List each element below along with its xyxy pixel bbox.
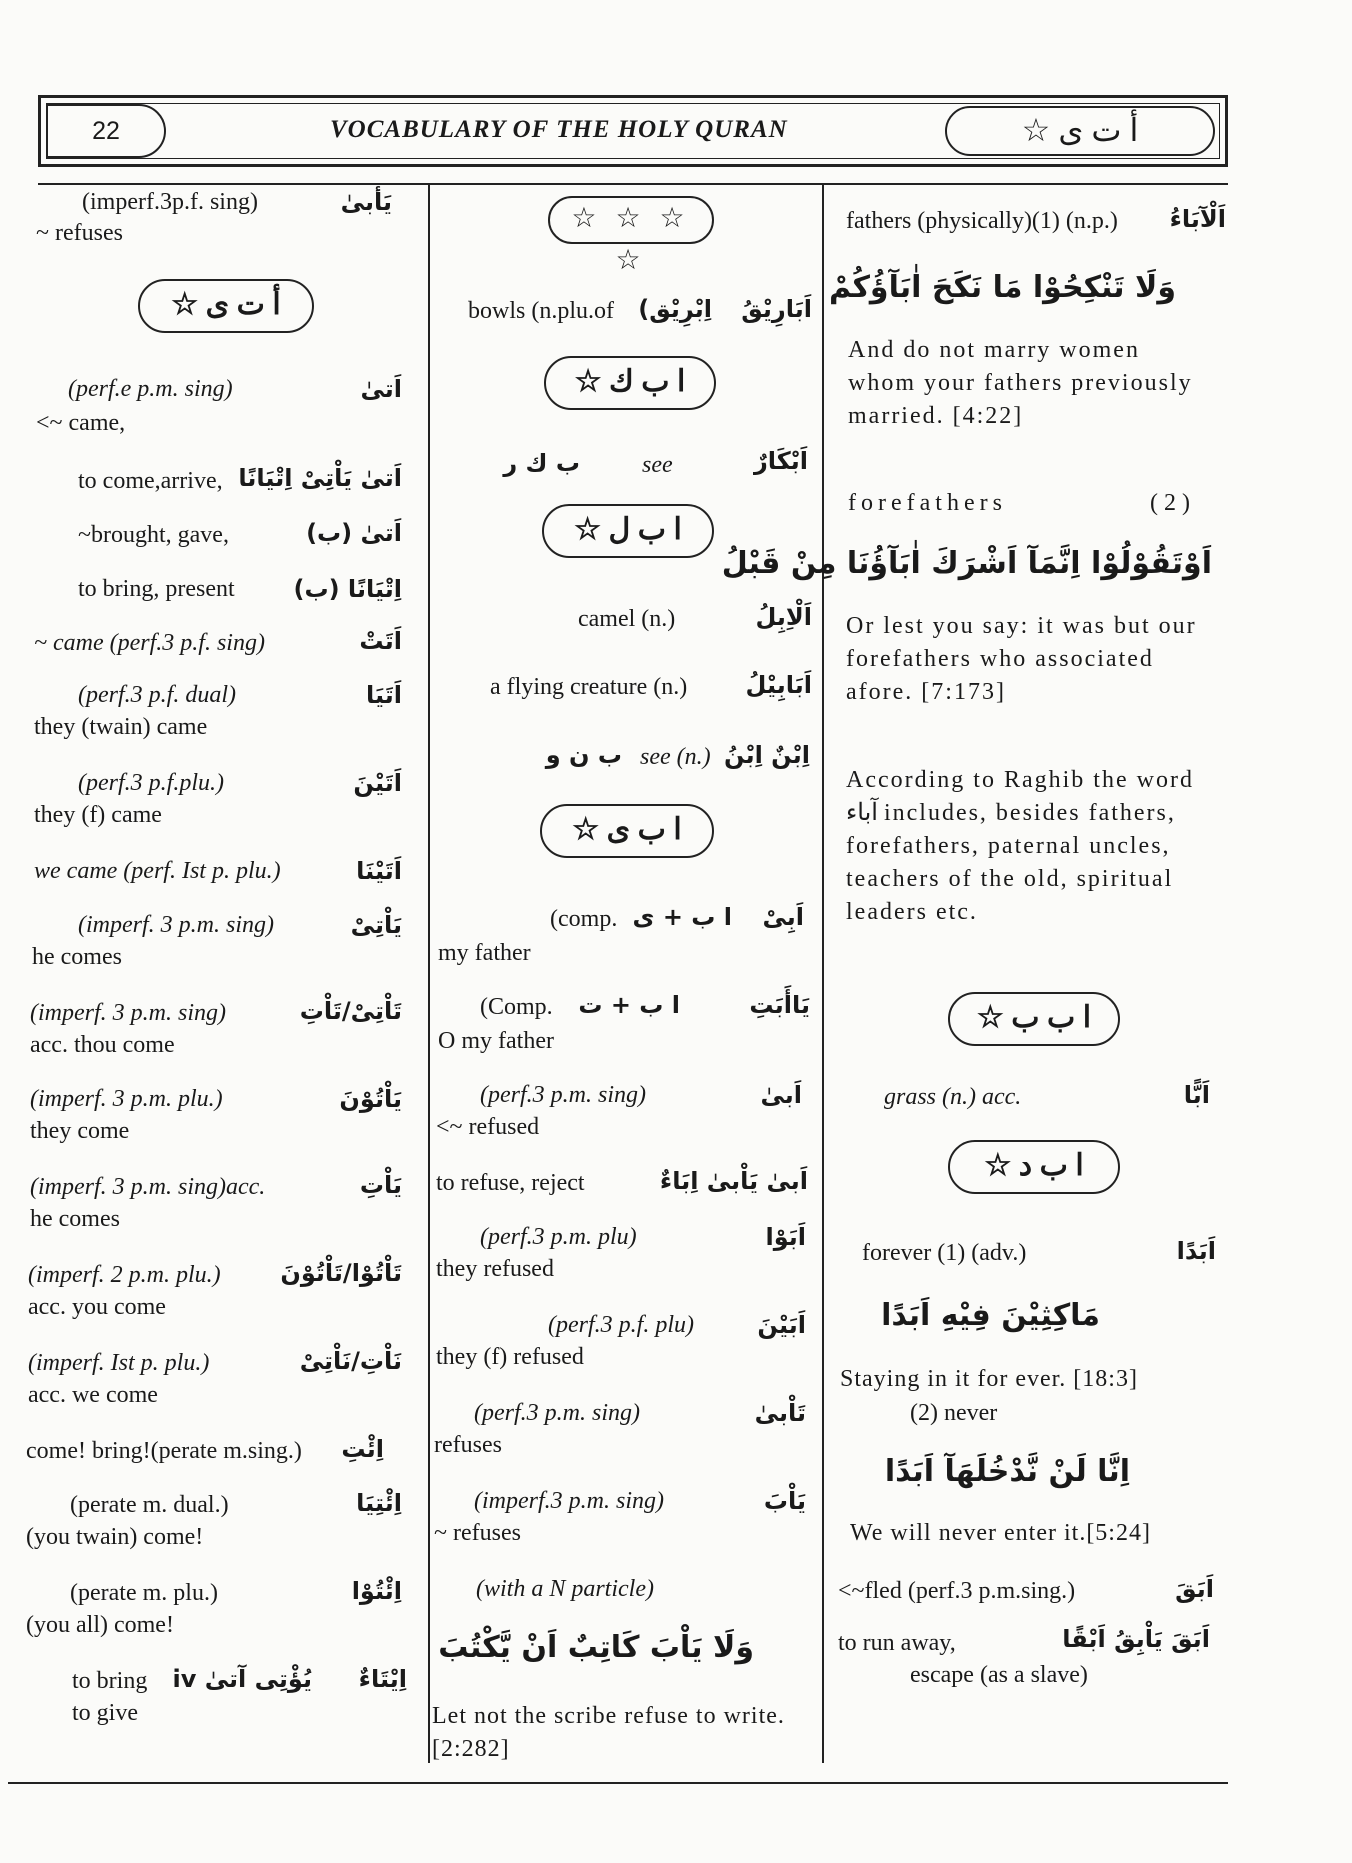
entry-gloss: (perf.3 p.m. sing) [480, 1082, 646, 1108]
entry-gloss: see [642, 452, 673, 478]
quran-verse: اَوْتَقُوْلُوْا اِنَّمَآ اَشْرَكَ اٰبَآؤُنَا مِنْ قَبْلُ [721, 546, 1212, 581]
section-separator-stars: ☆ ☆ ☆ ☆ [548, 196, 714, 244]
verse-translation: And do not marry women whom your fathers previously married. [4:22] [848, 337, 1193, 429]
entry-meaning: they (f) refused [436, 1344, 584, 1370]
entry-meaning: they (twain) came [34, 714, 208, 740]
root-box-abk: ا ب ك ☆ [544, 356, 716, 410]
entry-gloss: a flying creature (n.) [490, 674, 688, 700]
entry-gloss: come! bring!(perate m.sing.) [26, 1438, 302, 1464]
entry-arabic-root: ب ك ر [503, 449, 580, 477]
entry-gloss: (Comp. [480, 994, 553, 1020]
entry-note: (with a N particle) [476, 1576, 654, 1602]
entry-arabic-note: اِبْرِيْق) [638, 295, 712, 323]
entry-meaning: acc. thou come [30, 1032, 175, 1058]
quran-verse: وَلَا يَاْبَ كَاتِبٌ اَنْ يَّكْتُبَ [438, 1630, 754, 1665]
entry-meaning: <~ came, [36, 410, 126, 436]
entry-meaning: acc. you come [28, 1294, 166, 1320]
entry-gloss: to bring, present [78, 576, 235, 602]
entry-arabic: تَاْتِىْ/تَاْتِ [299, 997, 402, 1025]
entry-arabic: اَتىٰ (ب) [306, 519, 402, 547]
entry-gloss: forefathers [848, 490, 1007, 516]
entry-arabic: اِبْنٌ اِبْنُ [723, 741, 810, 769]
entry-gloss: (imperf. 2 p.m. plu.) [28, 1262, 221, 1288]
entry-meaning: <~ refused [436, 1114, 540, 1140]
entry-gloss: to refuse, reject [436, 1170, 585, 1196]
header-bottom-rule [38, 183, 1228, 185]
entry-meaning: he comes [32, 944, 122, 970]
quran-verse: وَلَا تَنْكِحُوْا مَا نَكَحَ اٰبَآؤُكُمْ [828, 270, 1176, 305]
entry-arabic: اَبَوْا [765, 1223, 806, 1251]
entry-arabic: اَبىٰ [760, 1081, 802, 1109]
root-box-abd: ا ب د ☆ [948, 1140, 1120, 1194]
entry-arabic: اِتْيَانًا (ب) [293, 575, 402, 603]
entry-gloss: (perf.3 p.f. dual) [78, 682, 236, 708]
entry-gloss: (perf.3 p.f. plu) [548, 1312, 694, 1338]
entry-gloss: see (n.) [640, 744, 711, 770]
entry-gloss: (imperf. 3 p.m. sing) [78, 912, 274, 938]
column-divider-right [822, 183, 824, 1763]
entry-meaning: they (f) came [34, 802, 162, 828]
entry-arabic-forms: يُؤْتِى آتىٰ iv [172, 1665, 312, 1693]
entry-gloss: forever (1) (adv.) [862, 1240, 1027, 1266]
header-root-label: أ ت ى ☆ [945, 106, 1215, 156]
entry-arabic: يَاْتُوْنَ [339, 1085, 402, 1113]
entry-arabic: تَاْتُوْا/تَاْتُوْنَ [280, 1259, 402, 1287]
entry-arabic: اَتَيَا [365, 681, 402, 709]
column-divider-left [428, 183, 430, 1763]
entry-gloss: (imperf.3p.f. sing) [82, 189, 258, 215]
entry-arabic: اَلْاِبِلُ [755, 603, 812, 631]
entry-arabic: اَتىٰ يَاْتِىْ اِتْيَانًا [238, 464, 402, 492]
entry-arabic: اَتَيْنَ [353, 769, 402, 797]
entry-arabic: اِئْتِ [341, 1435, 384, 1463]
entry-arabic: يَاْتِىْ [350, 911, 402, 939]
entry-gloss: ~brought, gave, [78, 522, 229, 548]
entry-meaning: ~ refuses [434, 1520, 521, 1546]
entry-arabic: اَبَدًا [1176, 1237, 1216, 1265]
entry-gloss: (perf.3 p.f.plu.) [78, 770, 224, 796]
entry-arabic: اَتَتْ [359, 627, 402, 655]
entry-gloss: grass (n.) acc. [884, 1084, 1022, 1110]
entry-gloss: ~ came (perf.3 p.f. sing) [34, 630, 265, 656]
entry-meaning: they refused [436, 1256, 554, 1282]
entry-gloss: (imperf. Ist p. plu.) [28, 1350, 210, 1376]
entry-arabic: اَبَارِيْقُ [741, 295, 812, 323]
entry-gloss: to come,arrive, [78, 468, 223, 494]
entry-arabic: اَتىٰ [360, 375, 402, 403]
entry-arabic-composition: ا ب + ت [578, 991, 680, 1019]
entry-meaning: he comes [30, 1206, 120, 1232]
entry-arabic: اِئْتُوْا [351, 1577, 402, 1605]
entry-arabic: نَاْتِ/نَاْتِىْ [299, 1347, 402, 1375]
entry-gloss: camel (n.) [578, 606, 676, 632]
entry-arabic: يَأبىٰ [340, 188, 392, 216]
root-box-abb: ا ب ب ☆ [948, 992, 1120, 1046]
entry-arabic: اَبًّا [1183, 1081, 1210, 1109]
entry-gloss: (imperf. 3 p.m. sing)acc. [30, 1174, 266, 1200]
entry-arabic: اَتَيْنَا [356, 857, 402, 885]
entry-gloss: to bring [72, 1668, 148, 1694]
verse-translation: Let not the scribe refuse to write. [2:282] [432, 1703, 785, 1762]
entry-arabic: اَبَابِيْلُ [745, 671, 812, 699]
entry-meaning: ~ refuses [36, 220, 123, 246]
entry-arabic: اَبْكَارٌ [753, 447, 808, 475]
quran-verse: اِنَّا لَنْ نَّدْخُلَهَآ اَبَدًا [884, 1454, 1130, 1489]
entry-number: ( 2 ) [1150, 490, 1190, 516]
entry-gloss: (imperf.3 p.m. sing) [474, 1488, 664, 1514]
entry-arabic: اِيْتَاءٌ [358, 1665, 407, 1693]
entry-arabic: تَاْبىٰ [754, 1399, 806, 1427]
entry-meaning: refuses [434, 1432, 502, 1458]
verse-translation: Staying in it for ever. [18:3] [840, 1366, 1138, 1392]
entry-gloss: (perf.3 p.m. sing) [474, 1400, 640, 1426]
verse-translation: Or lest you say: it was but our forefathers who associated afore. [7:173] [846, 613, 1197, 705]
entry-meaning: acc. we come [28, 1382, 158, 1408]
entry-gloss: to run away, [838, 1630, 956, 1656]
entry-arabic: اَبَيْنَ [757, 1311, 806, 1339]
quran-verse: مَاكِثِيْنَ فِيْهِ اَبَدًا [881, 1298, 1100, 1333]
page-number: 22 [46, 104, 166, 158]
entry-meaning: they come [30, 1118, 130, 1144]
entry-gloss: (perate m. dual.) [70, 1492, 229, 1518]
entry-gloss: (perf.3 p.m. plu) [480, 1224, 637, 1250]
footer-rule [8, 1782, 1228, 1784]
entry-arabic: اَبَقَ [1175, 1575, 1214, 1603]
entry-arabic: اَبِىْ [762, 903, 804, 931]
entry-gloss: (perf.e p.m. sing) [68, 376, 233, 402]
entry-arabic: يَاْتِ [359, 1171, 402, 1199]
root-box-aty: أ ت ى ☆ [138, 279, 314, 333]
entry-meaning: (you all) come! [26, 1612, 174, 1638]
verse-translation: We will never enter it.[5:24] [850, 1520, 1151, 1546]
entry-gloss: (comp. [550, 906, 618, 932]
entry-gloss: <~fled (perf.3 p.m.sing.) [838, 1578, 1076, 1604]
entry-arabic: يَاْبَ [763, 1487, 806, 1515]
entry-arabic: يَاأَبَتِ [749, 991, 810, 1019]
entry-gloss: we came (perf. Ist p. plu.) [34, 858, 281, 884]
entry-meaning: O my father [438, 1028, 554, 1054]
entry-gloss: (perate m. plu.) [70, 1580, 218, 1606]
entry-gloss: (imperf. 3 p.m. sing) [30, 1000, 226, 1026]
entry-meaning: (you twain) come! [26, 1524, 204, 1550]
entry-arabic: اَبَقَ يَاْبِقُ اَبْقًا [1062, 1625, 1210, 1653]
entry-arabic: اِئْتِيَا [356, 1489, 402, 1517]
entry-arabic-root: ب ن و [545, 741, 622, 769]
entry-arabic-composition: ا ب + ى [632, 903, 732, 931]
root-box-aby: ا ب ى ☆ [540, 804, 714, 858]
entry-meaning: to give [72, 1700, 138, 1726]
entry-meaning: my father [438, 940, 531, 966]
entry-gloss: (imperf. 3 p.m. plu.) [30, 1086, 223, 1112]
raghib-note: According to Raghib the word آباء includes, besides fathers, forefathers, paternal uncles, teachers of the old, spiritual leaders etc. [846, 767, 1194, 925]
entry-gloss: bowls (n.plu.of [468, 298, 614, 324]
entry-meaning: escape (as a slave) [910, 1662, 1088, 1688]
entry-arabic: اَبىٰ يَاْبىٰ اِبَاءٌ [659, 1167, 808, 1195]
page-title: VOCABULARY OF THE HOLY QURAN [330, 116, 788, 143]
entry-gloss: fathers (physically)(1) (n.p.) [846, 208, 1118, 234]
entry-meaning: (2) never [910, 1400, 998, 1426]
entry-arabic: اَلْآبَاءُ [1169, 205, 1226, 233]
root-box-abl: ا ب ل ☆ [542, 504, 714, 558]
